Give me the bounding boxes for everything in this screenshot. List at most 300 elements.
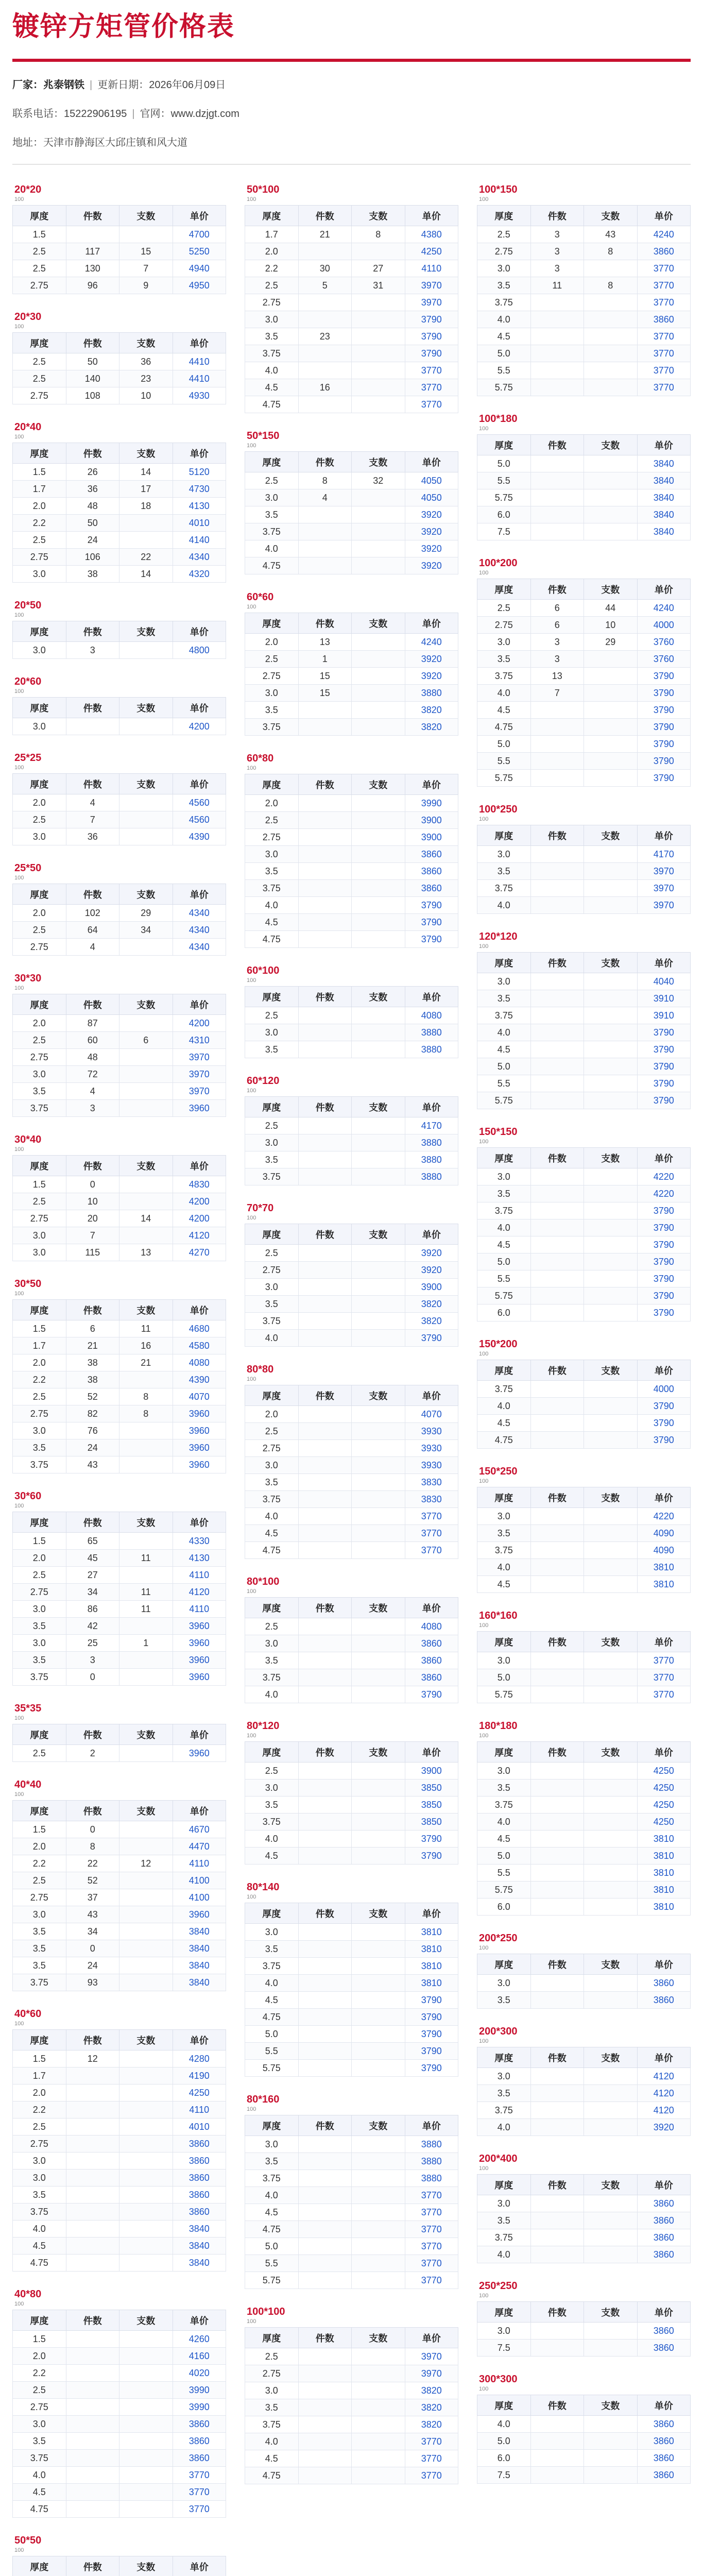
count-cell [584, 455, 638, 472]
table-row [245, 863, 458, 880]
price-cell: 4100 [173, 1889, 226, 1906]
column-header: 厚度 [13, 698, 66, 718]
price-cell: 3960 [173, 1669, 226, 1686]
spec-subtitle: 100 [479, 426, 489, 432]
price-cell: 4090 [637, 1542, 691, 1559]
thickness-cell: 3.75 [245, 2170, 299, 2187]
count-cell [352, 897, 405, 914]
thickness-cell: 3.75 [477, 2229, 531, 2246]
pieces-cell [66, 2170, 119, 2187]
thickness-cell: 4.75 [245, 396, 299, 413]
column-header: 厚度 [477, 1360, 531, 1381]
spec-block [477, 800, 691, 914]
thickness-cell: 3.5 [245, 328, 299, 345]
thickness-cell: 3.0 [13, 718, 66, 735]
spec-subtitle: 100 [479, 1351, 489, 1357]
pieces-cell [298, 311, 352, 328]
count-cell: 11 [119, 1601, 173, 1618]
count-cell [584, 1652, 638, 1669]
table-row [245, 1491, 458, 1508]
spec-subtitle: 100 [479, 2038, 489, 2044]
pieces-cell [298, 1635, 352, 1652]
price-cell: 4250 [173, 2084, 226, 2102]
count-cell: 8 [119, 1388, 173, 1405]
price-cell: 3860 [637, 2229, 691, 2246]
count-cell [119, 1083, 173, 1100]
thickness-cell: 3.75 [13, 1100, 66, 1117]
table-row [13, 2399, 226, 2416]
pieces-cell [530, 846, 584, 863]
table-row [13, 1906, 226, 1923]
count-cell [352, 243, 405, 260]
pieces-cell [530, 1270, 584, 1287]
pieces-cell [530, 1831, 584, 1848]
thickness-cell: 2.2 [13, 515, 66, 532]
pieces-cell [298, 2399, 352, 2416]
table-row [245, 362, 458, 379]
thickness-cell: 4.5 [477, 328, 531, 345]
pieces-cell [298, 2433, 352, 2450]
spec-block [12, 1487, 226, 1686]
table-row [245, 311, 458, 328]
spec-title: 20*30 [14, 311, 42, 323]
column-header: 件数 [66, 698, 119, 718]
price-cell: 3960 [173, 1745, 226, 1762]
table-row [477, 1202, 691, 1219]
spec-subtitle: 100 [247, 1894, 256, 1900]
pieces-cell: 3 [66, 1652, 119, 1669]
pieces-cell: 140 [66, 370, 119, 387]
spec-table [477, 2395, 691, 2484]
pieces-cell: 21 [298, 226, 352, 243]
thickness-cell: 4.5 [13, 2238, 66, 2255]
table-header-row [13, 1156, 226, 1176]
price-cell: 3880 [405, 1134, 458, 1151]
pieces-cell [298, 2187, 352, 2204]
count-cell: 11 [119, 1584, 173, 1601]
spec-title: 160*160 [479, 1610, 518, 1621]
pieces-cell [66, 2484, 119, 2501]
table-row [245, 294, 458, 311]
price-cell: 3970 [637, 897, 691, 914]
pieces-cell [298, 2060, 352, 2077]
count-cell [584, 1669, 638, 1686]
spec-table [477, 825, 691, 914]
price-cell: 3790 [637, 1024, 691, 1041]
column-header: 支数 [352, 452, 405, 472]
price-cell: 3770 [637, 1686, 691, 1703]
count-cell [352, 2009, 405, 2026]
thickness-cell: 2.5 [245, 1007, 299, 1024]
thickness-cell: 4.5 [477, 1415, 531, 1432]
thickness-cell: 4.5 [245, 1848, 299, 1865]
table-row [13, 2382, 226, 2399]
pieces-cell [530, 2229, 584, 2246]
pieces-cell [298, 2348, 352, 2365]
column-header: 厚度 [13, 1156, 66, 1176]
pieces-cell [298, 702, 352, 719]
pieces-cell [530, 2119, 584, 2136]
thickness-cell: 4.5 [477, 1041, 531, 1058]
thickness-cell: 3.5 [477, 863, 531, 880]
spec-subtitle: 100 [479, 196, 489, 202]
table-row [245, 557, 458, 574]
pieces-cell: 50 [66, 353, 119, 370]
pieces-cell [530, 489, 584, 506]
table-row [477, 973, 691, 990]
pieces-cell: 82 [66, 1405, 119, 1422]
column-header: 单价 [173, 206, 226, 226]
price-cell: 3790 [637, 736, 691, 753]
column-header: 支数 [352, 206, 405, 226]
table-row [245, 472, 458, 489]
address-text: 天津市静海区大邱庄镇和风大道 [43, 137, 187, 148]
count-cell [352, 506, 405, 523]
price-cell: 3860 [173, 2153, 226, 2170]
column-header: 单价 [173, 333, 226, 353]
spec-block [477, 2370, 691, 2484]
column-header: 单价 [405, 1742, 458, 1762]
price-cell: 3760 [637, 651, 691, 668]
pieces-cell [298, 2272, 352, 2289]
pieces-cell [66, 2255, 119, 2272]
pieces-cell [530, 702, 584, 719]
table-row [245, 1686, 458, 1703]
price-cell: 4670 [173, 1821, 226, 1838]
table-header-row [245, 613, 458, 634]
pieces-cell [530, 2085, 584, 2102]
pieces-cell: 30 [298, 260, 352, 277]
table-row [477, 1865, 691, 1882]
pieces-cell [530, 880, 584, 897]
spec-subtitle: 100 [247, 1588, 256, 1595]
table-row [477, 1831, 691, 1848]
pieces-cell: 11 [530, 277, 584, 294]
table-row [477, 1652, 691, 1669]
count-cell [352, 1007, 405, 1024]
count-cell [584, 1236, 638, 1253]
spec-table [245, 451, 458, 574]
count-cell [584, 1542, 638, 1559]
count-cell [119, 2365, 173, 2382]
column-header: 件数 [66, 2556, 119, 2576]
thickness-cell: 1.5 [13, 1176, 66, 1193]
pieces-cell [298, 1652, 352, 1669]
spec-title: 40*40 [14, 1779, 42, 1790]
table-row [13, 2204, 226, 2221]
spec-title: 25*50 [14, 862, 42, 874]
thickness-cell: 2.5 [245, 1618, 299, 1635]
pieces-cell [530, 455, 584, 472]
table-row [477, 523, 691, 540]
price-cell: 4250 [637, 1814, 691, 1831]
spec-block [12, 596, 226, 659]
spec-block [12, 672, 226, 735]
price-cell: 3770 [405, 2450, 458, 2467]
column-header: 件数 [298, 613, 352, 634]
column-header: 厚度 [477, 2175, 531, 2195]
price-cell: 3850 [405, 1797, 458, 1814]
spec-block [245, 1360, 458, 1559]
price-cell: 3770 [173, 2467, 226, 2484]
table-row [245, 328, 458, 345]
count-cell [352, 1958, 405, 1975]
price-cell: 3900 [405, 829, 458, 846]
count-cell [584, 990, 638, 1007]
price-cell: 3810 [637, 1865, 691, 1882]
table-row [477, 1762, 691, 1780]
price-cell: 3850 [405, 1814, 458, 1831]
price-cell: 3900 [405, 1279, 458, 1296]
table-row [477, 472, 691, 489]
pieces-cell [530, 523, 584, 540]
table-row [245, 226, 458, 243]
pieces-cell [530, 472, 584, 489]
count-cell [352, 2255, 405, 2272]
pieces-cell: 8 [66, 1838, 119, 1855]
column-header: 支数 [119, 774, 173, 794]
spec-block [477, 2277, 691, 2357]
pieces-cell [530, 345, 584, 362]
price-cell: 3910 [637, 1007, 691, 1024]
table-row [245, 2043, 458, 2060]
pieces-cell: 10 [66, 1193, 119, 1210]
count-cell [352, 1041, 405, 1058]
price-cell: 4260 [173, 2331, 226, 2348]
table-header-row [13, 698, 226, 718]
table-header-row [13, 621, 226, 642]
table-row [13, 1821, 226, 1838]
column-header: 支数 [584, 435, 638, 455]
price-cell: 3880 [405, 1024, 458, 1041]
price-cell: 3790 [405, 1848, 458, 1865]
column-header: 件数 [298, 987, 352, 1007]
spec-title: 80*160 [247, 2094, 280, 2105]
count-cell [584, 345, 638, 362]
count-cell [119, 2204, 173, 2221]
pieces-cell [530, 1508, 584, 1525]
pieces-cell [298, 1958, 352, 1975]
table-row [245, 1041, 458, 1058]
count-cell [352, 668, 405, 685]
column-header: 厚度 [13, 994, 66, 1015]
count-cell [352, 311, 405, 328]
pieces-cell [298, 1262, 352, 1279]
spec-table [245, 613, 458, 736]
pieces-cell: 8 [298, 472, 352, 489]
pieces-cell [298, 2416, 352, 2433]
price-cell: 3970 [405, 294, 458, 311]
price-cell: 4220 [637, 1168, 691, 1185]
table-row [13, 2467, 226, 2484]
column-header: 单价 [405, 206, 458, 226]
contact-info [0, 62, 703, 151]
pieces-cell [298, 540, 352, 557]
spec-block [245, 2302, 458, 2484]
table-row [245, 1134, 458, 1151]
thickness-cell: 1.5 [13, 1821, 66, 1838]
price-cell: 3860 [637, 2450, 691, 2467]
price-cell: 3820 [405, 1313, 458, 1330]
column-header: 厚度 [245, 1903, 299, 1924]
spec-table [477, 2301, 691, 2357]
price-cell: 4700 [173, 226, 226, 243]
price-cell: 3990 [173, 2399, 226, 2416]
pieces-cell [530, 1848, 584, 1865]
table-header-row [245, 1097, 458, 1117]
table-row [477, 2450, 691, 2467]
count-cell [584, 1219, 638, 1236]
column-header: 单价 [637, 1742, 691, 1762]
table-row [13, 1838, 226, 1855]
thickness-cell: 4.0 [245, 362, 299, 379]
count-cell [119, 1439, 173, 1456]
thickness-cell: 4.0 [477, 1814, 531, 1831]
table-header-row [13, 884, 226, 905]
table-row [477, 2102, 691, 2119]
pieces-cell: 4 [66, 1083, 119, 1100]
phone-number[interactable]: 15222906195 [64, 108, 127, 120]
spec-block [12, 2531, 226, 2576]
pieces-cell: 4 [66, 794, 119, 811]
price-cell: 4240 [405, 634, 458, 651]
price-cell: 3960 [173, 1456, 226, 1473]
price-cell: 3920 [637, 2119, 691, 2136]
column-header: 件数 [530, 2395, 584, 2416]
count-cell [352, 294, 405, 311]
price-cell: 3790 [637, 1041, 691, 1058]
thickness-cell: 3.0 [477, 1975, 531, 1992]
table-row [245, 2399, 458, 2416]
price-cell: 4130 [173, 1550, 226, 1567]
spec-title: 50*50 [14, 2535, 42, 2546]
count-cell [119, 2331, 173, 2348]
pieces-cell: 34 [66, 1923, 119, 1940]
pieces-cell [66, 2221, 119, 2238]
count-cell [584, 379, 638, 396]
table-row [477, 1304, 691, 1321]
thickness-cell: 4.75 [13, 2255, 66, 2272]
column-header: 支数 [119, 698, 173, 718]
price-cell: 4410 [173, 353, 226, 370]
price-cell: 3790 [637, 1415, 691, 1432]
price-cell: 3790 [637, 1432, 691, 1449]
table-row [13, 718, 226, 735]
price-cell: 4470 [173, 1838, 226, 1855]
thickness-cell: 3.5 [477, 2212, 531, 2229]
thickness-cell: 1.7 [13, 481, 66, 498]
table-row [245, 685, 458, 702]
thickness-cell: 2.75 [13, 549, 66, 566]
pieces-cell: 87 [66, 1015, 119, 1032]
pieces-cell [66, 2187, 119, 2204]
price-grid [12, 180, 691, 2576]
count-cell [119, 1652, 173, 1669]
table-row [13, 370, 226, 387]
info-divider [12, 164, 691, 165]
count-cell [584, 2229, 638, 2246]
table-row [245, 914, 458, 931]
count-cell [584, 2102, 638, 2119]
count-cell [584, 1508, 638, 1525]
table-row [477, 277, 691, 294]
price-cell: 3810 [637, 1831, 691, 1848]
column-header: 支数 [352, 1598, 405, 1618]
table-row [477, 506, 691, 523]
pieces-cell: 6 [530, 617, 584, 634]
column-header: 支数 [119, 884, 173, 905]
spec-subtitle: 100 [247, 1088, 256, 1094]
company-label: 厂家： [12, 79, 43, 91]
table-row [477, 1058, 691, 1075]
table-row [13, 1940, 226, 1957]
price-cell: 3770 [405, 2238, 458, 2255]
column-header: 件数 [530, 825, 584, 846]
pieces-cell [530, 2467, 584, 2484]
pieces-cell: 106 [66, 549, 119, 566]
pieces-cell [530, 1202, 584, 1219]
pieces-cell: 38 [66, 1354, 119, 1371]
price-cell: 3960 [173, 1906, 226, 1923]
pieces-cell: 130 [66, 260, 119, 277]
table-row [13, 1176, 226, 1193]
thickness-cell: 3.5 [477, 1780, 531, 1797]
table-row [477, 846, 691, 863]
count-cell [119, 2221, 173, 2238]
price-cell: 3790 [405, 2009, 458, 2026]
column-header: 件数 [298, 1903, 352, 1924]
pieces-cell [530, 2323, 584, 2340]
count-cell: 12 [119, 1855, 173, 1872]
table-row [245, 1669, 458, 1686]
thickness-cell: 2.75 [13, 2136, 66, 2153]
price-cell: 4200 [173, 718, 226, 735]
thickness-cell: 3.0 [13, 1635, 66, 1652]
count-cell [352, 557, 405, 574]
price-cell: 3970 [173, 1083, 226, 1100]
pieces-cell [530, 1041, 584, 1058]
table-row [13, 939, 226, 956]
price-cell: 3770 [405, 396, 458, 413]
column-header: 支数 [584, 953, 638, 973]
thickness-cell: 4.0 [245, 1508, 299, 1525]
price-cell: 3770 [637, 328, 691, 345]
price-cell: 3920 [405, 557, 458, 574]
pieces-cell [530, 1797, 584, 1814]
pieces-cell: 13 [530, 668, 584, 685]
pieces-cell [530, 1219, 584, 1236]
thickness-cell: 2.0 [245, 795, 299, 812]
count-cell: 32 [352, 472, 405, 489]
table-header-row [13, 2310, 226, 2331]
site-link[interactable]: www.dzjgt.com [170, 108, 239, 120]
count-cell [584, 1381, 638, 1398]
count-cell: 43 [584, 226, 638, 243]
column-header: 厚度 [245, 2115, 299, 2136]
count-cell [584, 1992, 638, 2009]
pieces-cell: 37 [66, 1889, 119, 1906]
table-row [477, 1041, 691, 1058]
count-cell [352, 2136, 405, 2153]
table-row [13, 1745, 226, 1762]
pieces-cell: 1 [298, 651, 352, 668]
table-row [13, 2136, 226, 2153]
spec-subtitle: 100 [247, 765, 256, 771]
pieces-cell [298, 2009, 352, 2026]
table-row [245, 1168, 458, 1185]
pieces-cell [298, 1279, 352, 1296]
table-header-row [13, 333, 226, 353]
